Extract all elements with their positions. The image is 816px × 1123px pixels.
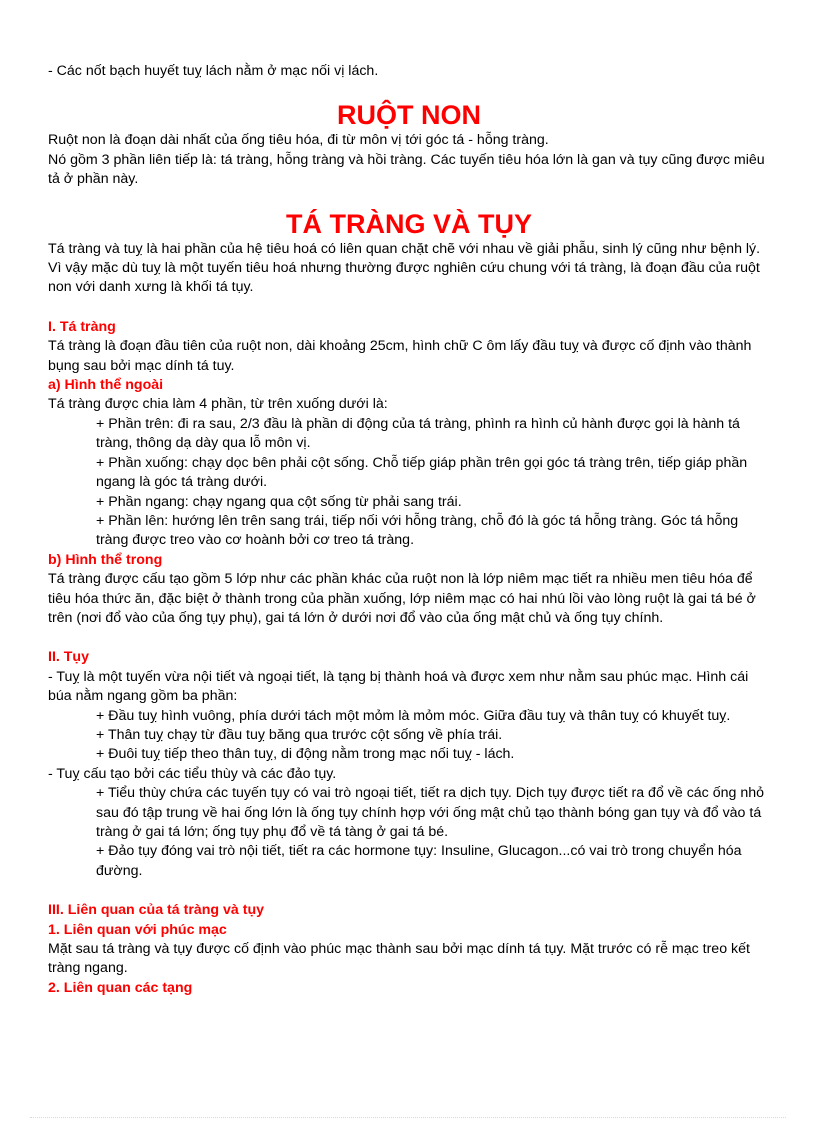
document-page (48, 62, 770, 998)
spacer (48, 881, 770, 901)
section-1-paragraph: Tá tràng là đoạn đầu tiên của ruột non, dài khoảng 25cm, hình chữ C ôm lấy đầu tuỵ và được cố định vào thành bụng sau bởi mạc dính tá tuy. (48, 338, 752, 374)
list-item: + Đảo tụy đóng vai trò nội tiết, tiết ra các hormone tụy: Insuline, Glucagon...có vai trò trong chuyển hóa đường. (96, 843, 742, 879)
ta-trang-tuy-paragraph: Tá tràng và tuỵ là hai phần của hệ tiêu hoá có liên quan chặt chẽ với nhau về giải phẫu, sinh lý cũng như bệnh lý. Vì vậy mặc dù tuỵ là một tuyến tiêu hoá nhưng thường được nghiên cứu chung với tá tràng, là đoạn đầu của ruột non với danh xưng là khối tá tụy. (48, 240, 761, 296)
list-item: + Phần xuống: chạy dọc bên phải cột sống. Chỗ tiếp giáp phần trên gọi góc tá tràng trên, tiếp giáp phần ngang là góc tá tràng dưới. (96, 454, 748, 491)
subsection-a-intro: Tá tràng được chia làm 4 phần, từ trên xuống dưới là: (48, 396, 388, 413)
spacer (48, 628, 770, 648)
spacer (48, 298, 770, 318)
intro-line: - Các nốt bạch huyết tuỵ lách nằm ở mạc nối vị lách. (48, 63, 379, 79)
ruot-non-paragraph-2: Nó gồm 3 phần liên tiếp là: tá tràng, hỗng tràng và hồi tràng. Các tuyến tiêu hóa lớn là gan và tụy cũng được miêu tả ở phần này. (48, 151, 765, 188)
list-item: + Đuôi tuỵ tiếp theo thân tuỵ, di động nằm trong mạc nối tuỵ - lách. (96, 746, 515, 763)
subsection-1-paragraph: Mặt sau tá tràng và tụy được cố định vào phúc mạc thành sau bởi mạc dính tá tụy. Mặt trước có rễ mạc treo kết tràng ngang. (48, 941, 750, 977)
ruot-non-paragraph-1: Ruột non là đoạn dài nhất của ống tiêu hóa, đi từ môn vị tới góc tá - hỗng tràng. (48, 132, 549, 149)
list-item: + Thân tuỵ chạy từ đầu tuỵ băng qua trước cột sống về phía trái. (96, 726, 503, 743)
subsection-1-heading: 1. Liên quan với phúc mạc (48, 921, 227, 938)
spacer (48, 190, 770, 208)
subsection-b-paragraph: Tá tràng được cấu tạo gồm 5 lớp như các phần khác của ruột non là lớp niêm mạc tiết ra nhiều men tiêu hóa để tiêu hóa thức ăn, đặc biệt ở thành trong của phần xuống, lớp niêm mạc có hai nhú lồi vào lòng ruột là gai tá bé ở trên (nơi đổ vào của ống tụy phụ), gai tá lớn ở dưới nơi đổ vào của ống mật chủ và ống tụy chính. (48, 571, 756, 626)
list-item: + Tiểu thùy chứa các tuyến tụy có vai trò ngoại tiết, tiết ra dịch tụy. Dịch tụy được tiết ra đổ về các ống nhỏ sau đó tập trung về hai ống lớn là ống tụy chính hợp với ống mật chủ tạo thành bóng gan tụy và đổ vào tá tràng ở gai tá lớn; ống tụy phụ đổ về tá tàng ở gai tá bé. (96, 785, 765, 840)
list-item: + Đầu tuỵ hình vuông, phía dưới tách một mỏm là mỏm móc. Giữa đầu tuỵ và thân tuỵ có khuyết tuỵ. (96, 707, 731, 724)
subsection-a-heading: a) Hình thể ngoài (48, 377, 164, 394)
section-1-heading: I. Tá tràng (48, 318, 116, 335)
section-3-heading: III. Liên quan của tá tràng và tụy (48, 902, 265, 919)
title-ruot-non: RUỘT NON (337, 100, 481, 131)
subsection-b-heading: b) Hình thể trong (48, 551, 163, 568)
page-bottom-divider (30, 1117, 786, 1118)
section-2-heading: II. Tụy (48, 649, 89, 666)
spacer (48, 81, 770, 99)
section-2-paragraph-1: - Tuỵ là một tuyến vừa nội tiết và ngoại tiết, là tạng bị thành hoá và được xem như nằm sau phúc mạc. Hình cái búa nằm ngang gồm ba phần: (48, 668, 749, 705)
title-ta-trang-va-tuy: TÁ TRÀNG VÀ TỤY (286, 208, 532, 239)
list-item: + Phần lên: hướng lên trên sang trái, tiếp nối với hỗng tràng, chỗ đó là góc tá hỗng tràng. Góc tá hỗng tràng được treo vào cơ hoành bởi cơ treo tá tràng. (96, 512, 739, 549)
list-item: + Phần trên: đi ra sau, 2/3 đầu là phần di động của tá tràng, phình ra hình củ hành được gọi là hành tá tràng, thông dạ dày qua lỗ môn vị. (96, 415, 740, 452)
list-item: + Phần ngang: chạy ngang qua cột sống từ phải sang trái. (96, 493, 462, 510)
subsection-2-heading: 2. Liên quan các tạng (48, 979, 193, 996)
section-2-paragraph-2: - Tuỵ cấu tạo bởi các tiểu thùy và các đảo tụy. (48, 765, 337, 782)
